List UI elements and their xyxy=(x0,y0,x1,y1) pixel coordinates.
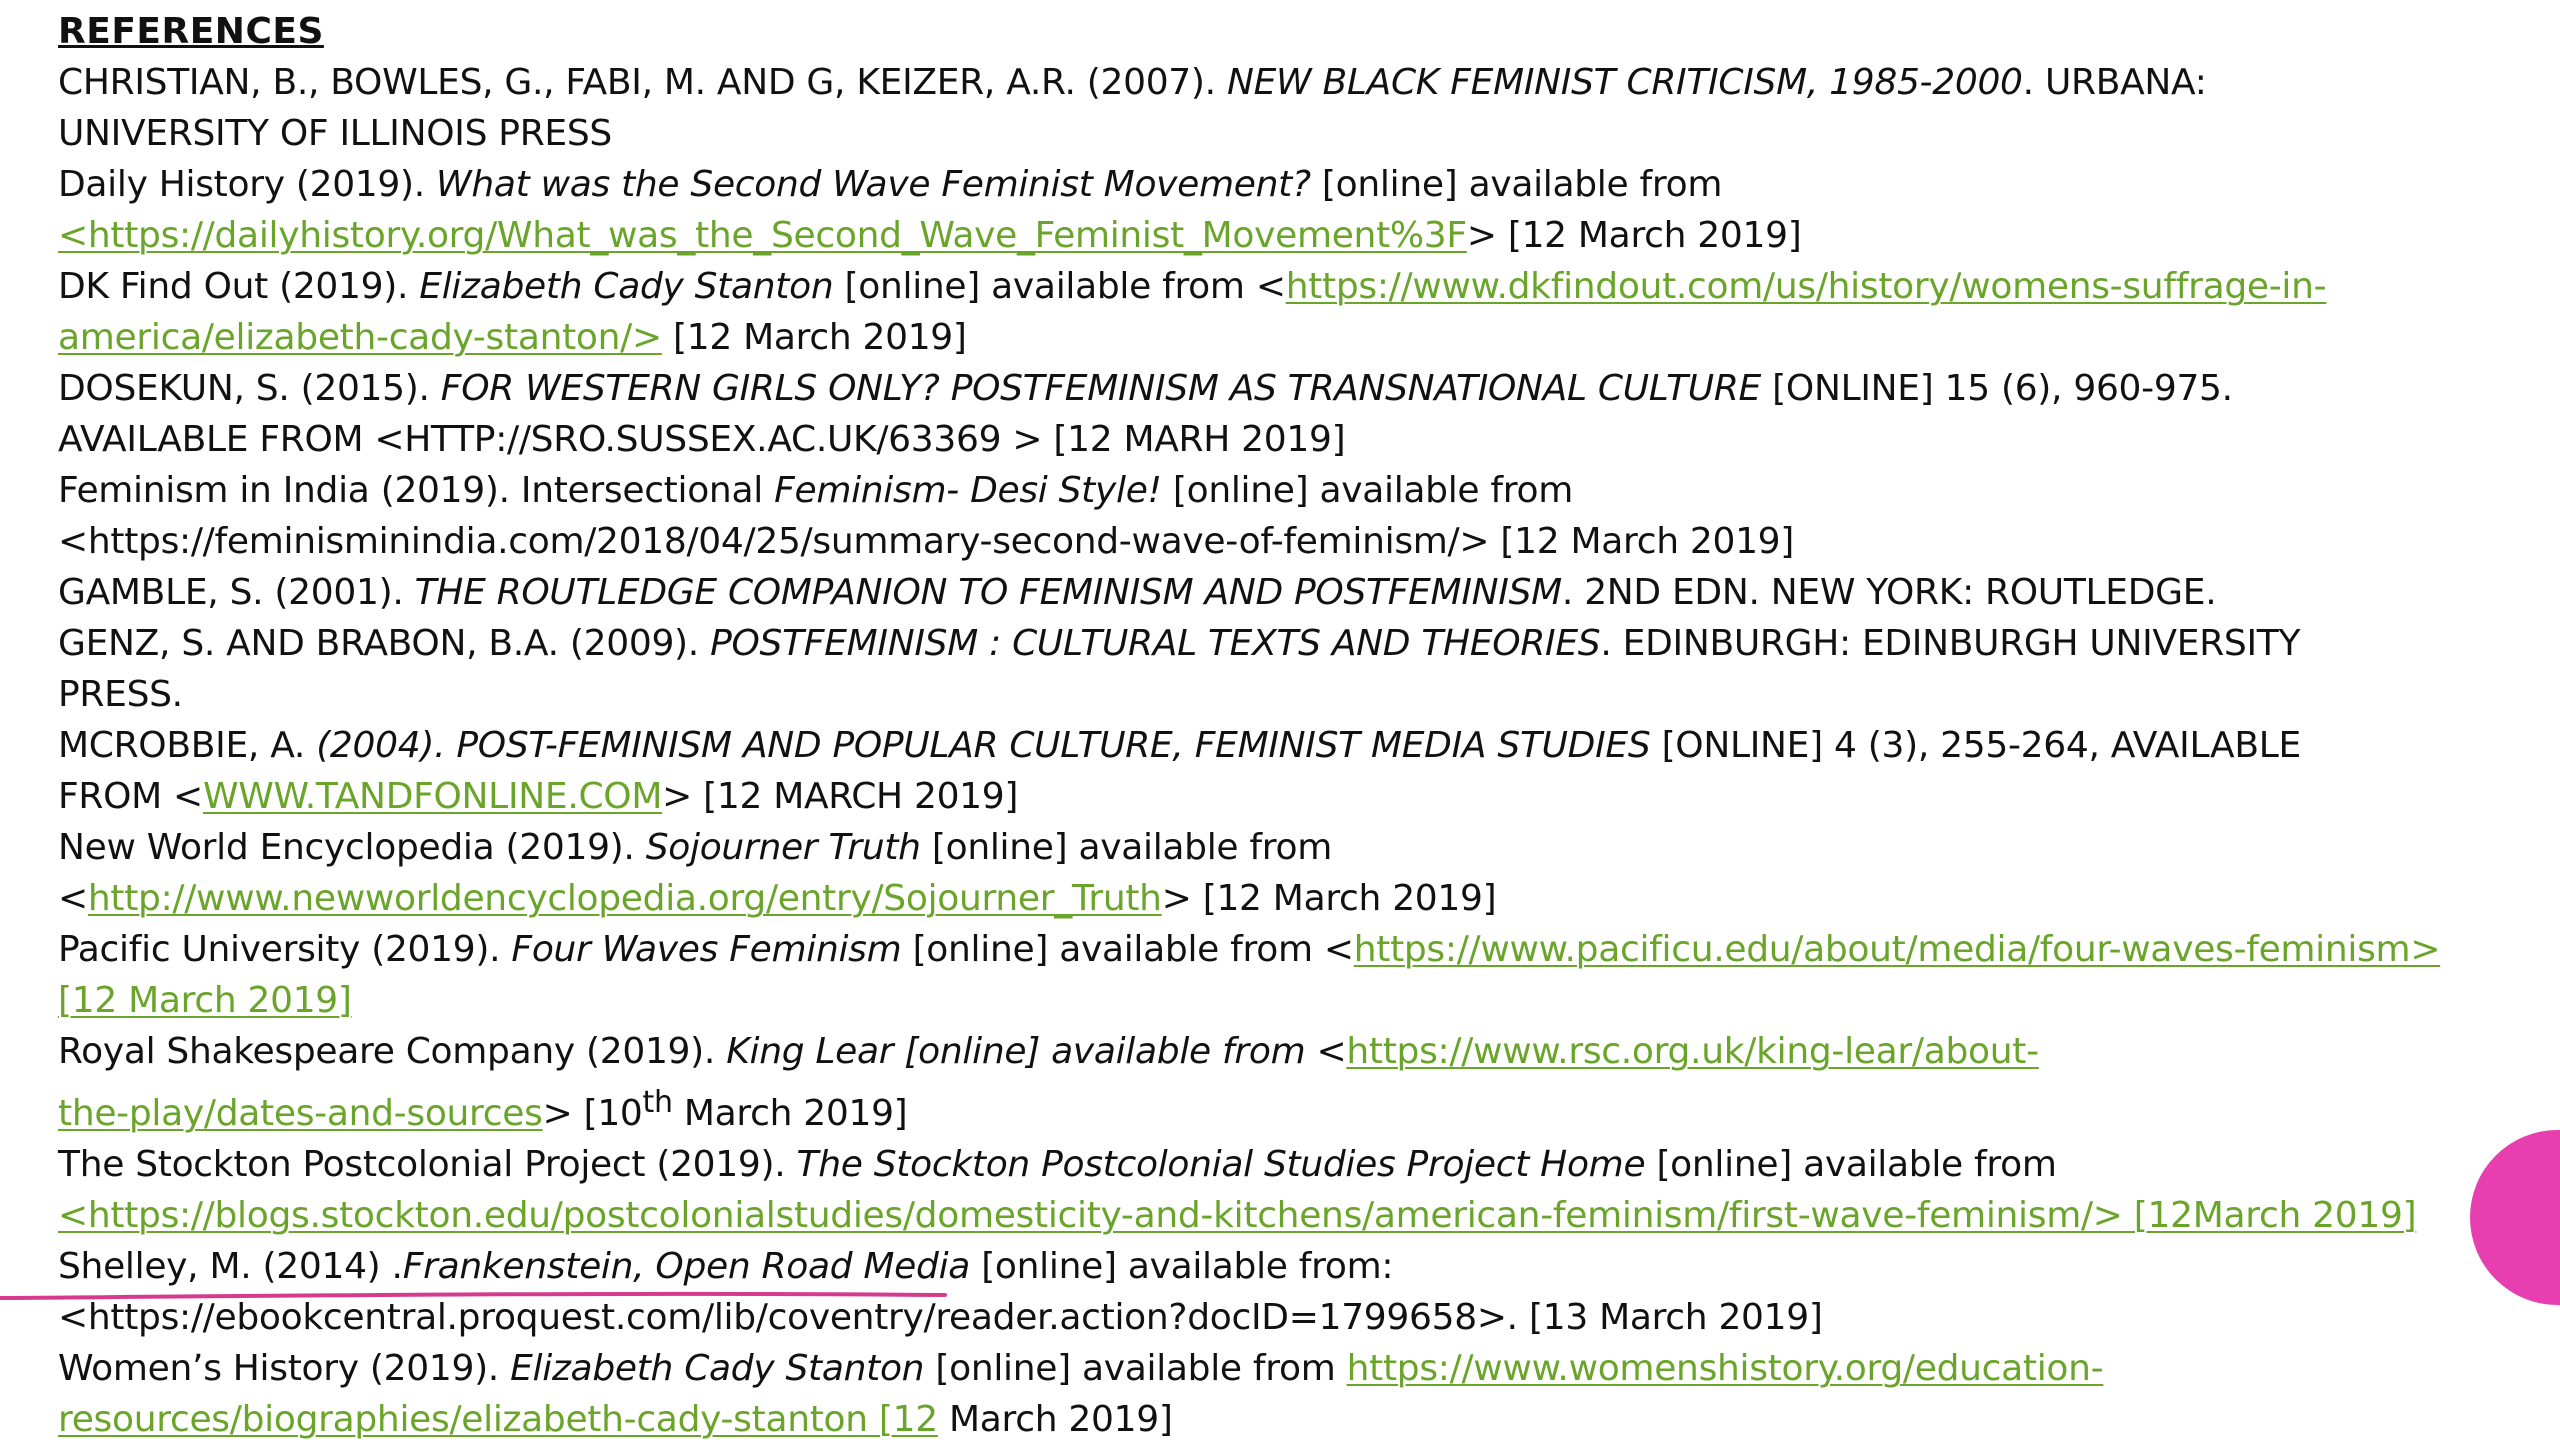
reference-line xyxy=(58,1139,2498,1190)
reference-text: [online] available from < xyxy=(901,929,1354,970)
reference-link[interactable]: https://www.pacificu.edu/about/media/four-waves-feminism> xyxy=(1353,929,2441,970)
reference-text: [online] available from xyxy=(1161,470,1574,511)
reference-line xyxy=(58,720,2498,771)
reference-line xyxy=(58,618,2498,669)
reference-link[interactable]: https://www.dkfindout.com/us/history/womens-suffrage-in- xyxy=(1285,266,2327,307)
reference-title-text: The Stockton Postcolonial Studies Project Home xyxy=(796,1144,1646,1185)
reference-line xyxy=(58,261,2498,312)
reference-text: <https://ebookcentral.proquest.com/lib/coventry/reader.action?docID=1799658>. [13 March 2019] xyxy=(58,1297,1823,1338)
reference-line xyxy=(58,873,2498,924)
reference-link[interactable]: WWW.TANDFONLINE.COM xyxy=(202,776,663,817)
reference-title-text: Sojourner Truth xyxy=(645,827,921,868)
reference-text: > [12 March 2019] xyxy=(1161,878,1497,919)
reference-line xyxy=(58,771,2498,822)
reference-title-text: Frankenstein, Open Road Media xyxy=(402,1246,971,1287)
reference-text: DK Find Out (2019). xyxy=(58,266,420,307)
reference-text: [12 March 2019] xyxy=(661,317,967,358)
decorative-pink-stroke xyxy=(0,1290,1000,1306)
reference-line xyxy=(58,567,2498,618)
reference-line xyxy=(58,159,2498,210)
reference-text: PRESS. xyxy=(58,674,183,715)
reference-text: The Stockton Postcolonial Project (2019). xyxy=(58,1144,797,1185)
reference-lines xyxy=(58,57,2498,1440)
reference-text: . 2ND EDN. NEW YORK: ROUTLEDGE. xyxy=(1561,572,2217,613)
reference-text: DOSEKUN, S. (2015). xyxy=(58,368,441,409)
reference-line xyxy=(58,975,2498,1026)
reference-line xyxy=(58,1077,2498,1139)
reference-line xyxy=(58,1190,2498,1241)
reference-text: Shelley, M. (2014) . xyxy=(58,1246,403,1287)
reference-text: . EDINBURGH: EDINBURGH UNIVERSITY xyxy=(1600,623,2301,664)
reference-line xyxy=(58,465,2498,516)
reference-link[interactable]: https://www.rsc.org.uk/king-lear/about- xyxy=(1346,1031,2039,1072)
reference-line xyxy=(58,1026,2498,1077)
reference-text: GAMBLE, S. (2001). xyxy=(58,572,415,613)
reference-text: Women’s History (2019). xyxy=(58,1348,511,1389)
reference-text: > [12 March 2019] xyxy=(1466,215,1802,256)
reference-text: [online] available from xyxy=(1310,164,1723,205)
reference-text: March 2019] xyxy=(672,1093,908,1134)
reference-text: [online] available from xyxy=(1645,1144,2057,1185)
reference-link[interactable]: the-play/dates-and-sources xyxy=(58,1093,543,1134)
reference-text: <https://feminisminindia.com/2018/04/25/summary-second-wave-of-feminism/> [12 March 2019] xyxy=(58,521,1795,562)
reference-link[interactable]: http://www.newworldencyclopedia.org/entry/Sojourner_Truth xyxy=(87,878,1162,919)
reference-line xyxy=(58,822,2498,873)
reference-title-text: What was the Second Wave Feminist Movement? xyxy=(436,164,1311,205)
reference-line xyxy=(58,414,2498,465)
reference-text: New World Encyclopedia (2019). xyxy=(58,827,646,868)
reference-text: [online] available from xyxy=(920,827,1333,868)
reference-title-text: Elizabeth Cady Stanton xyxy=(419,266,834,307)
reference-link[interactable]: https://www.womenshistory.org/education- xyxy=(1346,1348,2104,1389)
reference-title-text: King Lear [online] available from xyxy=(726,1031,1306,1072)
reference-title-text: NEW BLACK FEMINIST CRITICISM, 1985-2000 xyxy=(1226,62,2023,103)
reference-text: GENZ, S. AND BRABON, B.A. (2009). xyxy=(58,623,711,664)
reference-text: UNIVERSITY OF ILLINOIS PRESS xyxy=(58,113,612,154)
reference-text: < xyxy=(1305,1031,1347,1072)
reference-title-text: THE ROUTLEDGE COMPANION TO FEMINISM AND POSTFEMINISM xyxy=(414,572,1562,613)
pink-stroke-shape xyxy=(0,1290,1000,1306)
reference-text: [ONLINE] 15 (6), 960-975. xyxy=(1761,368,2233,409)
reference-text: MCROBBIE, A. xyxy=(58,725,317,766)
reference-title-text: (2004). POST-FEMINISM AND POPULAR CULTURE, FEMINIST MEDIA STUDIES xyxy=(316,725,1651,766)
reference-title-text: Feminism- Desi Style! xyxy=(774,470,1162,511)
reference-link[interactable]: <https://blogs.stockton.edu/postcolonialstudies/domesticity-and-kitchens/american-feminism/first-wave-feminism/> [12March 2019] xyxy=(58,1195,2417,1236)
reference-text: > [10 xyxy=(542,1093,643,1134)
reference-link[interactable]: <https://dailyhistory.org/What_was_the_Second_Wave_Feminist_Movement%3F xyxy=(58,215,1467,256)
reference-line xyxy=(58,516,2498,567)
reference-title-text: Elizabeth Cady Stanton xyxy=(510,1348,925,1389)
reference-text: < xyxy=(58,878,88,919)
reference-text: Daily History (2019). xyxy=(58,164,437,205)
reference-text: AVAILABLE FROM <HTTP://SRO.SUSSEX.AC.UK/63369 > [12 MARH 2019] xyxy=(58,419,1346,460)
reference-line xyxy=(58,57,2498,108)
reference-text: . URBANA: xyxy=(2022,62,2207,103)
reference-text: Royal Shakespeare Company (2019). xyxy=(58,1031,727,1072)
reference-line xyxy=(58,312,2498,363)
reference-line xyxy=(58,669,2498,720)
reference-title-text: POSTFEMINISM : CULTURAL TEXTS AND THEORIES xyxy=(710,623,1601,664)
reference-text: [online] available from < xyxy=(833,266,1286,307)
reference-text: CHRISTIAN, B., BOWLES, G., FABI, M. AND G, KEIZER, A.R. (2007). xyxy=(58,62,1227,103)
reference-text: March 2019] xyxy=(937,1399,1173,1440)
reference-title-text: Four Waves Feminism xyxy=(511,929,902,970)
reference-text: Feminism in India (2019). Intersectional xyxy=(58,470,775,511)
reference-text: [online] available from xyxy=(924,1348,1347,1389)
reference-link[interactable]: america/elizabeth-cady-stanton/> xyxy=(58,317,662,358)
references-list xyxy=(58,6,2498,1440)
reference-line xyxy=(58,1241,2498,1292)
reference-line xyxy=(58,1343,2498,1394)
reference-line xyxy=(58,1394,2498,1440)
reference-text: [ONLINE] 4 (3), 255-264, AVAILABLE xyxy=(1650,725,2301,766)
reference-line xyxy=(58,924,2498,975)
reference-text: Pacific University (2019). xyxy=(58,929,512,970)
reference-text: > [12 MARCH 2019] xyxy=(662,776,1019,817)
references-heading: REFERENCES xyxy=(58,11,324,52)
reference-link[interactable]: [12 March 2019] xyxy=(58,980,352,1021)
reference-link[interactable]: resources/biographies/elizabeth-cady-stanton [12 xyxy=(58,1399,938,1440)
reference-line xyxy=(58,108,2498,159)
reference-text: FROM < xyxy=(58,776,203,817)
reference-line xyxy=(58,210,2498,261)
reference-line xyxy=(58,363,2498,414)
reference-text: th xyxy=(642,1085,673,1120)
reference-title-text: FOR WESTERN GIRLS ONLY? POSTFEMINISM AS TRANSNATIONAL CULTURE xyxy=(440,368,1762,409)
reference-text: [online] available from: xyxy=(970,1246,1394,1287)
